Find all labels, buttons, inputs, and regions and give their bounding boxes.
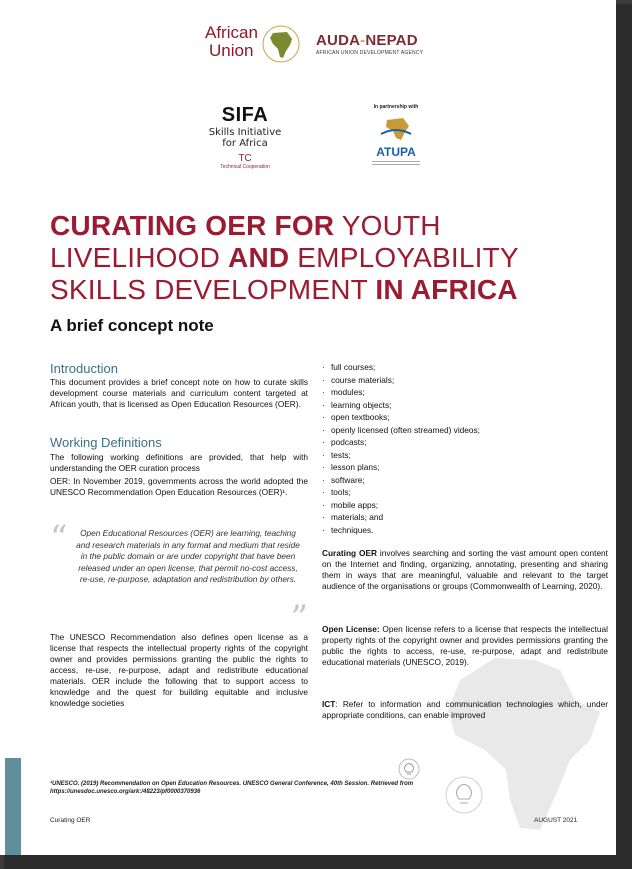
page-shadow-bottom	[4, 855, 632, 869]
au-logo-line2: Union	[209, 41, 254, 60]
list-item: · full courses;	[322, 361, 480, 374]
unesco-paragraph: The UNESCO Recommendation also defines open license as a license that respects the intellectual property rights of the copyright owner and provides permissions granting the public the rights to access, re-use, re-purpose, adapt and redistribute educational materials. OER include the following that to support access to knowledge and the quest for building equitable and inclusive knowledge societies	[50, 632, 308, 708]
ict-paragraph	[322, 699, 608, 721]
nepad-part2: NEPAD	[365, 32, 418, 49]
sifa-line1: Skills Initiative	[208, 127, 282, 138]
open-license-paragraph	[322, 624, 608, 668]
document-title	[50, 210, 590, 306]
list-item: · techniques.	[322, 524, 480, 537]
intro-paragraph: This document provides a brief concept note on how to curate skills development course materials and curriculum content targeted at African youth, that is licensed as Open Education Resources (OER).	[50, 377, 308, 409]
ict-term: ICT	[322, 699, 336, 709]
curating-oer-paragraph	[322, 548, 608, 592]
title-part: EMPLOYABILITY	[289, 242, 519, 273]
list-item: · learning objects;	[322, 399, 480, 412]
list-item: · openly licensed (often streamed) videos;	[322, 424, 480, 437]
sifa-line2: for Africa	[222, 138, 268, 149]
close-quote-icon: ”	[290, 598, 308, 638]
intro-heading: Introduction	[50, 361, 118, 376]
list-item: · open textbooks;	[322, 411, 480, 424]
africa-emblem-icon	[261, 24, 301, 64]
footnote: ¹UNESCO. (2019) Recommendation on Open Education Resources. UNESCO General Conference, 40th Session. Retrieved from https://unesdoc.unesco.org/ark:/48223/pf0000370936	[50, 781, 414, 795]
definitions-paragraph: The following working definitions are provided, that help with understanding the OER curation process	[50, 452, 308, 473]
idea-icon	[444, 775, 484, 815]
list-item: · lesson plans;	[322, 461, 480, 474]
open-license-text: Open license refers to a license that respects the intellectual property rights of the copyright owner and provides permissions granting the public the rights to access, re-use, re-purpose, adapt and redistribute educational materials (UNESCO, 2019).	[322, 624, 608, 667]
title-part: CURATING OER FOR	[50, 210, 335, 241]
title-part: SKILLS DEVELOPMENT	[50, 274, 376, 305]
oer-quote	[50, 518, 308, 638]
sifa-mark: SIFA	[221, 104, 269, 126]
curating-text: involves searching and sorting the vast amount open content on the Internet and finding, organizing, annotating, presenting and sharing them in ways that are meaningful, valuable and relevant to the target audience of the organisations or groups (Commonwealth of Learning, 2020).	[322, 548, 608, 591]
tc-label: TC	[238, 153, 252, 164]
nepad-part1: AUDA	[316, 32, 361, 49]
open-license-term: Open License:	[322, 624, 380, 634]
title-part: AND	[228, 242, 290, 273]
footer-date: AUGUST 2021	[534, 817, 578, 824]
list-item: · podcasts;	[322, 436, 480, 449]
page-shadow-right	[616, 4, 632, 869]
auda-nepad-logo	[316, 32, 423, 56]
sifa-logo	[200, 104, 290, 170]
tc-subtitle: Technical Cooperation	[220, 164, 270, 170]
ict-text: : Refer to information and communication technologies which, under appropriate conditions, can enable improved	[322, 699, 608, 720]
au-logo-line1: African	[205, 23, 258, 42]
atupa-partner-logo	[366, 104, 426, 167]
oer-types-list	[322, 361, 480, 536]
list-item: · modules;	[322, 386, 480, 399]
curating-term: Curating OER	[322, 548, 377, 558]
nepad-dash: -	[360, 32, 366, 49]
list-item: · mobile apps;	[322, 499, 480, 512]
atupa-name: ATUPA	[376, 145, 416, 159]
list-item: · materials; and	[322, 511, 480, 524]
list-item: · tests;	[322, 449, 480, 462]
lightbulb-icon	[398, 758, 420, 780]
title-part: LIVELIHOOD	[50, 242, 229, 273]
atupa-emblem-icon	[379, 114, 413, 142]
nepad-subtitle: AFRICAN UNION DEVELOPMENT AGENCY	[316, 50, 424, 56]
quote-text: Open Educational Resources (OER) are learning, teaching and research materials in any format and medium that reside in the public domain or are under copyright that have been released under an open license, that permit no-cost access, re-use, re-purpose, adaptation and redistribution by others.	[76, 528, 300, 584]
title-part: IN AFRICA	[375, 274, 518, 305]
title-part: YOUTH	[334, 210, 441, 241]
list-item: · software;	[322, 474, 480, 487]
definitions-heading: Working Definitions	[50, 435, 162, 450]
list-item: · course materials;	[322, 374, 480, 387]
document-subtitle: A brief concept note	[50, 316, 214, 335]
oer-definition-paragraph: OER: In November 2019, governments across the world adopted the UNESCO Recommendation Open Education Resources (OER)¹.	[50, 476, 308, 497]
open-quote-icon: “	[50, 518, 68, 558]
partner-label: In partnership with	[373, 104, 419, 110]
side-accent-bar	[5, 758, 21, 855]
african-union-logo	[205, 22, 301, 64]
footer-left-label: Curating OER	[50, 817, 91, 824]
list-item: · tools;	[322, 486, 480, 499]
